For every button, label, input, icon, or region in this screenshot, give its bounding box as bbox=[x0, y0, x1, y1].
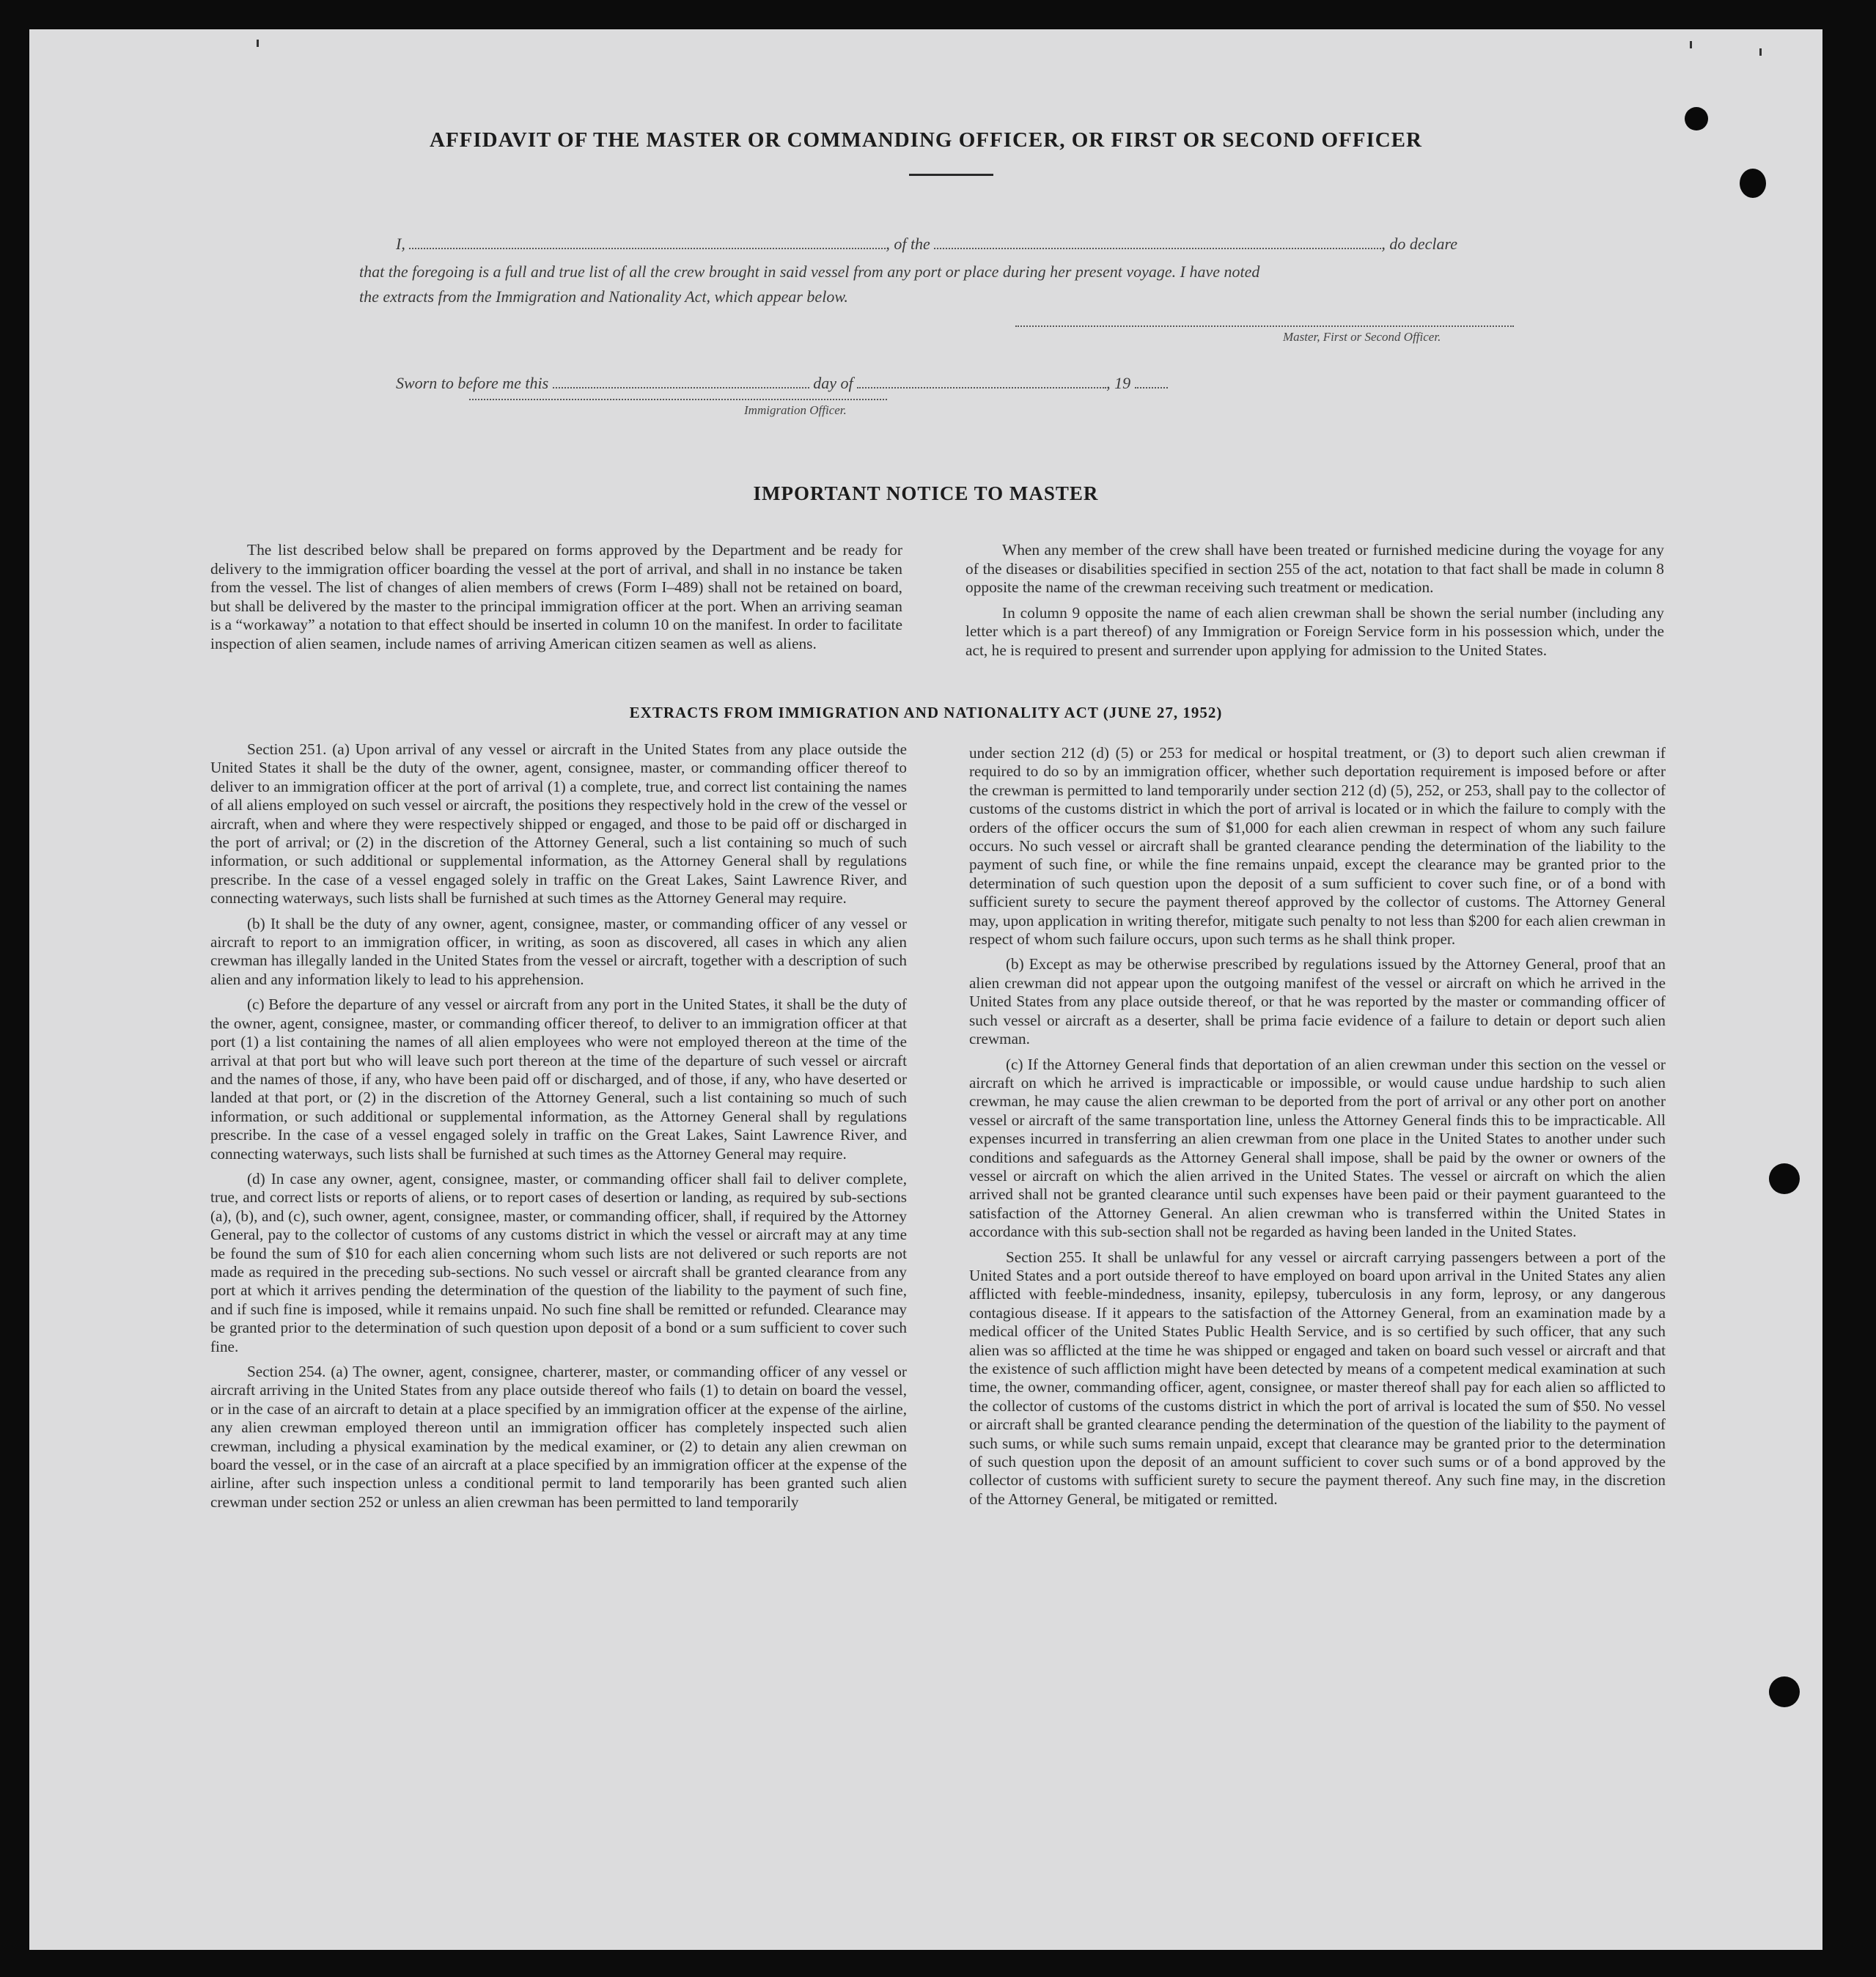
day-of-label: day of bbox=[813, 374, 853, 392]
sworn-year-field[interactable] bbox=[1135, 375, 1168, 389]
declaration-do-declare: , do declare bbox=[1381, 235, 1457, 253]
extract-paragraph: Section 255. It shall be unlawful for any vessel or aircraft carrying passengers between a port of the United States and a port outside thereof to have employed on board upon arrival in the United States any alien afflicted with feeble-mindedness, insanity, epilepsy, tuberculosis in any form, leprosy, or any dangerous contagious disease. If it appears to the satisfaction of the Attorney General, from an examination made by a medical officer of the United States Public Health Service, and is so certified by such officer, that any such alien was so afflicted at the time he was shipped or engaged and taken on board such vessel or aircraft and that the existence of such affliction might have been detected by means of a competent medical examination at such time, the owner, commanding officer, agent, consignee, or master thereof shall pay for each alien so afflicted to the collector of customs of the customs district in which the port of arrival is located the sum of $50. No vessel or aircraft shall be granted clearance pending the determination of the question of the liability to the payment of such sums, or while such sums remain unpaid, except that clearance may be granted prior to the determination of such question upon the deposit of an amount sufficient to cover such sums or of a bond approved by the collector of customs with sufficient surety to secure the payment thereof. Any such fine may, in the discretion of the Attorney General, be mitigated or remitted. bbox=[969, 1248, 1666, 1508]
title-rule bbox=[909, 174, 993, 176]
declaration-line-1 bbox=[396, 235, 1457, 254]
sworn-month-field[interactable] bbox=[857, 375, 1106, 389]
extracts-right-column bbox=[969, 744, 1666, 1515]
sworn-label: Sworn to before me this bbox=[396, 374, 549, 392]
notice-paragraph: In column 9 opposite the name of each alien crewman shall be shown the serial number (including any letter which is a part thereof) of any Immigration or Foreign Service form in his possession which, under the act, he is required to present and surrender upon applying for admission to the United States. bbox=[965, 603, 1664, 659]
sworn-line bbox=[396, 374, 1168, 393]
officer-signature-line[interactable] bbox=[469, 397, 887, 400]
extract-paragraph: (c) If the Attorney General finds that deportation of an alien crewman under this section on the vessel or aircraft on which he arrived is impracticable or impossible, or would cause undue hardship to such alien crewman, he may cause the alien crewman to be deported from the port of arrival or any other port on another vessel or aircraft of the same transportation line, unless the Attorney General finds this to be impracticable. All expenses incurred in transferring an alien crewman from one place in the United States to another under such conditions and safeguards as the Attorney General shall impose, shall be paid by the owner or owners of the vessel or aircraft on which the alien arrived in the United States. The vessel or aircraft on which the alien arrived shall not be granted clearance until such expenses have been paid or their payment guaranteed to the satisfaction of the Attorney General. An alien crewman who is transferred within the United States in accordance with this sub-section shall not be regarded as having been landed in the United States. bbox=[969, 1055, 1666, 1241]
officer-signature-label: Immigration Officer. bbox=[744, 403, 847, 417]
extract-paragraph: (b) Except as may be otherwise prescribed by regulations issued by the Attorney General, proof that an alien crewman did not appear upon the outgoing manifest of the vessel or aircraft on which he arrived in the United States from any place outside thereof, or that he was reported by the master or commanding officer of such vessel or aircraft as a deserter, shall be prima facie evidence of a failure to detain or deport such alien crewman. bbox=[969, 955, 1666, 1048]
notice-paragraph: The list described below shall be prepared on forms approved by the Department and be ready for delivery to the immigration officer boarding the vessel at the port of arrival, and shall in no instance be taken from the vessel. The list of changes of alien members of crews (Form I–489) shall not be retained on board, but shall be delivered by the master to the principal immigration officer at the port. When an arriving seaman is a “workaway” a notation to that effect should be inserted in column 10 on the manifest. In order to facilitate inspection of alien seamen, include names of arriving American citizen seamen as well as aliens. bbox=[210, 541, 902, 652]
master-signature-line[interactable] bbox=[1015, 324, 1514, 327]
year-label: , 19 bbox=[1106, 374, 1131, 392]
punch-hole bbox=[1685, 107, 1708, 130]
extracts-left-column bbox=[210, 740, 907, 1518]
notice-title: IMPORTANT NOTICE TO MASTER bbox=[753, 482, 1099, 504]
extract-paragraph: under section 212 (d) (5) or 253 for medical or hospital treatment, or (3) to deport such alien crewman if required to do so by an immigration officer, whether such deportation requirement is imposed before or after the crewman is permitted to land temporarily under section 212 (d) (5), 252, or 253, shall pay to the collector of customs of the customs district in which the port of arrival is located or in which the failure to comply with the orders of the officer occurs the sum of $1,000 for each alien crewman in respect of whom any such failure occurs. No such vessel or aircraft shall be granted clearance pending the determination of the liability to the payment of such fine, or while the fine remains unpaid, except the clearance may be granted prior to the determination of such question upon the deposit of a sum sufficient to cover such fine, or of a bond with sufficient surety to secure the payment thereof approved by the collector of customs. The Attorney General may, upon application in writing therefor, mitigate such penalty to not less than $200 for each alien crewman in respect of whom such failure occurs, upon such terms as he shall think proper. bbox=[969, 744, 1666, 949]
notice-right-column bbox=[965, 541, 1664, 667]
extract-paragraph: Section 254. (a) The owner, agent, consignee, charterer, master, or commanding officer of any vessel or aircraft arriving in the United States from any place outside thereof who fails (1) to detain on board the vessel, or in the case of an aircraft to detain at a place specified by an immigration officer at the expense of the airline, any alien crewman employed thereon until an immigration officer has completely inspected such alien crewman, including a physical examination by the medical examiner, or (2) to detain any alien crewman on board the vessel, or in the case of an aircraft at a place specified by an immigration officer at the expense of the airline, after such inspection unless a conditional permit to land temporarily has been granted such alien crewman under section 252 or unless an alien crewman has been permitted to land temporarily bbox=[210, 1363, 907, 1511]
name-field[interactable] bbox=[409, 236, 886, 249]
master-signature-label: Master, First or Second Officer. bbox=[1283, 330, 1441, 344]
document-page bbox=[29, 29, 1822, 1950]
declaration-line-2: that the foregoing is a full and true list of all the crew brought in said vessel from any port or place during her present voyage. I have noted bbox=[359, 262, 1260, 281]
extracts-title: EXTRACTS FROM IMMIGRATION AND NATIONALITY ACT (JUNE 27, 1952) bbox=[629, 704, 1223, 721]
scan-mark bbox=[257, 40, 259, 47]
scan-mark bbox=[1690, 41, 1692, 48]
extract-paragraph: Section 251. (a) Upon arrival of any vessel or aircraft in the United States from any place outside the United States it shall be the duty of the owner, agent, consignee, master, or commanding officer thereof to deliver to an immigration officer at the port of arrival (1) a complete, true, and correct list containing the names of all aliens employed on such vessel or aircraft, the positions they respectively hold in the crew of the vessel or aircraft, when and where they were respectively shipped or engaged, and those to be paid off or discharged in the port of arrival; or (2) in the discretion of the Attorney General, such a list containing so much of such information, or such additional or supplemental information, as the Attorney General shall by regulations prescribe. In the case of a vessel engaged solely in traffic on the Great Lakes, Saint Lawrence River, and connecting waterways, such lists shall be furnished at such times as the Attorney General may require. bbox=[210, 740, 907, 907]
notice-left-column bbox=[210, 541, 902, 660]
declaration-of-the: , of the bbox=[886, 235, 930, 253]
notice-paragraph: When any member of the crew shall have been treated or furnished medicine during the voyage for any of the diseases or disabilities specified in section 255 of the act, notation to that fact shall be made in column 8 opposite the name of the crewman receiving such treatment or medication. bbox=[965, 541, 1664, 597]
declaration-i: I, bbox=[396, 235, 405, 253]
declaration-line-3: the extracts from the Immigration and Nationality Act, which appear below. bbox=[359, 287, 848, 306]
affidavit-title: AFFIDAVIT OF THE MASTER OR COMMANDING OFFICER, OR FIRST OR SECOND OFFICER bbox=[430, 128, 1422, 152]
punch-hole bbox=[1769, 1676, 1800, 1707]
scan-mark bbox=[1759, 48, 1762, 56]
punch-hole bbox=[1769, 1163, 1800, 1194]
extract-paragraph: (b) It shall be the duty of any owner, agent, consignee, master, or commanding officer of any vessel or aircraft to report to an immigration officer, in writing, as soon as discovered, all cases in which any alien crewman has illegally landed in the United States from the vessel or aircraft, together with a description of such alien and any information likely to lead to his apprehension. bbox=[210, 914, 907, 988]
extract-paragraph: (d) In case any owner, agent, consignee, master, or commanding officer shall fail to deliver complete, true, and correct lists or reports of aliens, or to report cases of desertion or landing, as required by sub-sections (a), (b), and (c), such owner, agent, consignee, master, or commanding officer, shall, if required by the Attorney General, pay to the collector of customs of any customs district in which the vessel or aircraft may at any time be found the sum of $10 for each alien concerning whom such lists are not delivered or such reports are not made as required in the preceding sub-sections. No such vessel or aircraft shall be granted clearance from any port at which it arrives pending the determination of the question of the liability to the payment of such fine, and if such fine is imposed, while it remains unpaid. No such fine shall be remitted or refunded. Clearance may be granted prior to the determination of such question upon deposit of a bond or a sum sufficient to cover such fine. bbox=[210, 1169, 907, 1355]
extract-paragraph: (c) Before the departure of any vessel or aircraft from any port in the United States, it shall be the duty of the owner, agent, consignee, master, or commanding officer thereof, to deliver to an immigration officer at that port (1) a list containing the names of all alien employees who were not employed thereon at the time of the arrival at that port but who will leave such port thereon at the time of the departure of such vessel or aircraft and the names of those, if any, who have been paid off or discharged, and of those, if any, who have deserted or landed at that port, or (2) in the discretion of the Attorney General, such a list containing so much of such information, or such additional or supplemental information, as the Attorney General shall by regulations prescribe. In the case of a vessel engaged solely in traffic on the Great Lakes, Saint Lawrence River, and connecting waterways, such lists shall be furnished at such times as the Attorney General may require. bbox=[210, 995, 907, 1163]
sworn-day-field[interactable] bbox=[553, 375, 809, 389]
punch-hole bbox=[1740, 169, 1766, 198]
vessel-field[interactable] bbox=[934, 236, 1381, 249]
